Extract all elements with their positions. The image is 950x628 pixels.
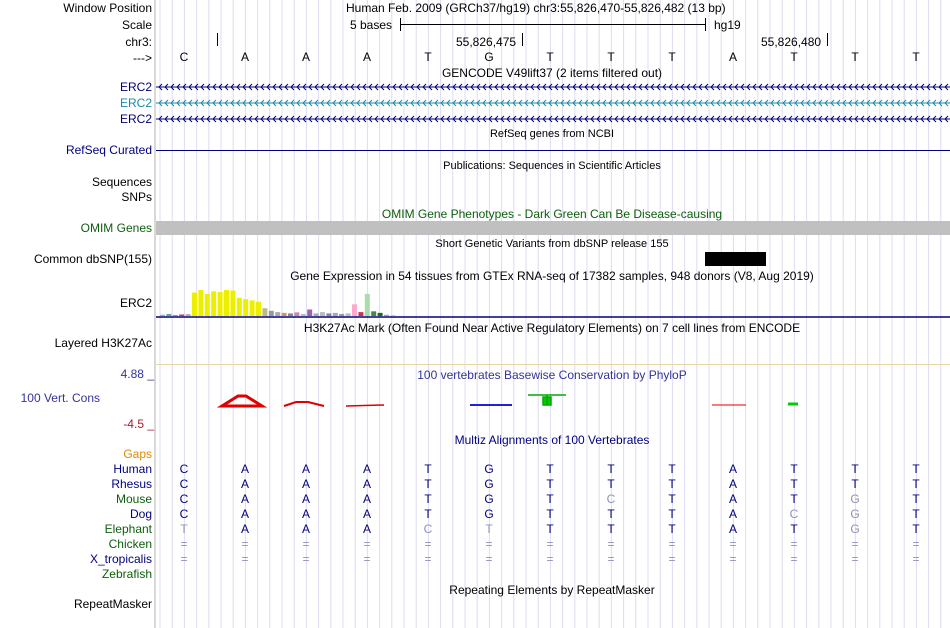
aligned-base: T (912, 477, 920, 491)
aligned-base: T (607, 507, 615, 521)
gtex-tissue-bar (384, 315, 389, 316)
gtex-tissue-bar (166, 314, 171, 316)
h3k27ac-label[interactable]: Layered H3K27Ac (54, 336, 152, 350)
aligned-base: A (301, 507, 310, 521)
coord-b: 55,826,480 (761, 35, 822, 49)
aligned-base: A (362, 462, 371, 476)
aligned-base: T (668, 477, 676, 491)
phylop-max: 4.88 _ (120, 367, 154, 381)
phylop-label[interactable]: 100 Vert. Cons (20, 391, 100, 405)
phylop-marker (528, 395, 566, 405)
gtex-tissue-bar (294, 312, 299, 316)
aligned-base: = (729, 537, 737, 551)
aligned-base: T (424, 462, 432, 476)
aligned-base: A (301, 522, 310, 536)
aligned-base: A (362, 477, 371, 491)
scale-bases: 5 bases (350, 18, 393, 32)
chrom-tick-start (217, 33, 218, 46)
sequence-base: T (790, 50, 798, 64)
aligned-base: T (546, 492, 554, 506)
species-label-human[interactable]: Human (113, 462, 152, 476)
dbsnp-title[interactable]: Short Genetic Variants from dbSNP release 155 (435, 238, 669, 250)
gtex-tissue-bar (365, 294, 370, 316)
aligned-base: C (179, 477, 189, 491)
sequence-base: T (851, 50, 859, 64)
aligned-base: A (362, 522, 371, 536)
gtex-tissue-bar (288, 313, 293, 316)
gtex-tissue-bar (173, 315, 178, 316)
aligned-base: A (301, 492, 310, 506)
gtex-tissue-bar (186, 314, 191, 316)
aligned-base: G (850, 522, 860, 536)
sequence-base: T (912, 50, 920, 64)
refseq-label[interactable]: RefSeq Curated (65, 143, 152, 157)
aligned-base: A (728, 477, 737, 491)
aligned-base: G (484, 492, 494, 506)
aligned-base: C (179, 462, 189, 476)
aligned-base: = (302, 552, 310, 566)
aligned-base: = (912, 537, 920, 551)
gtex-bar-chart[interactable] (156, 284, 950, 318)
aligned-base: A (728, 492, 737, 506)
aligned-base: = (180, 552, 188, 566)
repeatmasker-label[interactable]: RepeatMasker (73, 597, 152, 611)
h3k27ac-baseline (156, 364, 950, 365)
gtex-tissue-bar (339, 314, 344, 316)
aligned-base: C (789, 507, 799, 521)
gtex-tissue-bar (275, 312, 280, 316)
gtex-tissue-bar (320, 312, 325, 316)
omim-title[interactable]: OMIM Gene Phenotypes - Dark Green Can Be Disease-causing (381, 207, 723, 221)
multiz-title[interactable]: Multiz Alignments of 100 Vertebrates (454, 433, 650, 447)
refseq-gene-line[interactable] (156, 150, 950, 151)
aligned-base: T (546, 522, 554, 536)
h3k27ac-title[interactable]: H3K27Ac Mark (Often Found Near Active Regulatory Elements) on 7 cell lines from ENCODE (303, 321, 801, 335)
aligned-base: A (728, 522, 737, 536)
species-label-rhesus[interactable]: Rhesus (111, 477, 152, 491)
gtex-tissue-bar (218, 292, 223, 316)
gtex-tissue-bar (333, 313, 338, 316)
aligned-base: A (362, 492, 371, 506)
gtex-title[interactable]: Gene Expression in 54 tissues from GTEx RNA-seq of 17382 samples, 948 donors (V8, Aug 2019) (290, 269, 814, 283)
sequence-base: A (240, 50, 249, 64)
aligned-base: = (424, 552, 432, 566)
gencode-item-2[interactable]: ERC2 (119, 96, 152, 110)
gtex-tissue-bar (250, 300, 255, 316)
dbsnp-variant[interactable] (705, 252, 766, 266)
aligned-base: T (790, 522, 798, 536)
aligned-base: G (484, 477, 494, 491)
aligned-base: = (485, 552, 493, 566)
publications-title[interactable]: Publications: Sequences in Scientific Articles (443, 160, 661, 172)
aligned-base: C (606, 492, 616, 506)
species-label-x_tropicalis[interactable]: X_tropicalis (89, 552, 152, 566)
phylop-peak-1 (222, 396, 262, 406)
chrom-tick-a (522, 33, 523, 46)
aligned-base: A (728, 507, 737, 521)
refseq-title[interactable]: RefSeq genes from NCBI (489, 128, 615, 140)
sequences-label[interactable]: Sequences (91, 175, 152, 189)
gtex-tissue-bar (192, 293, 197, 316)
strand-label: ---> (133, 51, 152, 65)
omim-label[interactable]: OMIM Genes (80, 221, 152, 235)
gtex-tissue-bar (301, 314, 306, 316)
aligned-base: T (546, 477, 554, 491)
aligned-base: C (423, 522, 433, 536)
aligned-base: = (241, 537, 249, 551)
aligned-base: T (607, 462, 615, 476)
aligned-base: T (607, 477, 615, 491)
aligned-base: T (424, 477, 432, 491)
aligned-base: = (790, 537, 798, 551)
aligned-base: T (668, 492, 676, 506)
gtex-label[interactable]: ERC2 (119, 296, 152, 310)
chrom-label: chr3: (125, 35, 152, 49)
aligned-base: T (668, 462, 676, 476)
sequence-base: A (728, 50, 737, 64)
gtex-tissue-bar (346, 313, 351, 316)
aligned-base: T (485, 522, 493, 536)
gtex-tissue-bar (224, 290, 229, 316)
phylop-title[interactable]: 100 vertebrates Basewise Conservation by PhyloP (417, 368, 687, 382)
aligned-base: G (850, 507, 860, 521)
gtex-tissue-bar (179, 314, 184, 316)
gtex-tissue-bar (205, 294, 210, 316)
aligned-base: A (240, 507, 249, 521)
aligned-base: T (790, 477, 798, 491)
gtex-tissue-bar (269, 311, 274, 316)
aligned-base: T (546, 507, 554, 521)
gtex-tissue-bar (378, 313, 383, 316)
aligned-base: T (912, 492, 920, 506)
chrom-tick-b (827, 33, 828, 46)
phylop-plot[interactable] (156, 384, 950, 424)
aligned-base: = (668, 537, 676, 551)
aligned-base: T (790, 462, 798, 476)
species-label-dog[interactable]: Dog (129, 507, 152, 521)
aligned-base: T (180, 522, 188, 536)
aligned-base: G (484, 462, 494, 476)
sequence-base: T (668, 50, 676, 64)
gencode-item-3[interactable]: ERC2 (119, 112, 152, 126)
omim-bar[interactable] (156, 221, 950, 235)
gtex-tissue-bar (237, 298, 242, 316)
aligned-base: = (851, 552, 859, 566)
phylop-peak-2 (284, 402, 324, 406)
aligned-base: = (729, 552, 737, 566)
aligned-base: C (179, 507, 189, 521)
gtex-tissue-bar (198, 290, 203, 316)
phylop-peak-3 (346, 405, 384, 406)
aligned-base: T (912, 462, 920, 476)
repeatmasker-title[interactable]: Repeating Elements by RepeatMasker (449, 583, 655, 597)
gtex-tissue-bar (282, 313, 287, 316)
gtex-tissue-bar (262, 308, 267, 316)
aligned-base: G (850, 492, 860, 506)
gtex-tissue-bar (352, 304, 357, 316)
sequence-base: G (484, 50, 494, 64)
aligned-base: T (912, 507, 920, 521)
gtex-tissue-bar (390, 315, 395, 316)
gencode-item-1[interactable]: ERC2 (119, 80, 152, 94)
window-position-value: Human Feb. 2009 (GRCh37/hg19) chr3:55,826,470-55,826,482 (13 bp) (346, 1, 726, 15)
sequence-base: T (607, 50, 615, 64)
gtex-tissue-bar (326, 313, 331, 316)
aligned-base: T (851, 462, 859, 476)
gtex-tissue-bar (160, 315, 165, 316)
gtex-tissue-bar (230, 291, 235, 316)
phylop-min: -4.5 _ (123, 417, 154, 431)
scale-label: Scale (121, 18, 152, 32)
species-label-elephant[interactable]: Elephant (104, 522, 152, 536)
gencode-gene-lines[interactable] (156, 80, 950, 126)
gtex-tissue-bar (358, 312, 363, 316)
aligned-base: = (851, 537, 859, 551)
aligned-base: T (790, 492, 798, 506)
species-label-mouse[interactable]: Mouse (115, 492, 152, 506)
aligned-base: C (179, 492, 189, 506)
aligned-base: T (912, 522, 920, 536)
gtex-tissue-bar (211, 291, 216, 316)
gtex-tissue-bar (314, 313, 319, 316)
gtex-tissue-bar (243, 299, 248, 316)
aligned-base: A (362, 507, 371, 521)
gtex-tissue-bar (371, 311, 376, 316)
gaps-label[interactable]: Gaps (123, 447, 152, 461)
aligned-base: A (240, 522, 249, 536)
aligned-base: A (240, 477, 249, 491)
aligned-base: = (546, 537, 554, 551)
scale-bar (400, 18, 706, 31)
species-label-chicken[interactable]: Chicken (108, 537, 152, 551)
aligned-base: = (241, 552, 249, 566)
aligned-base: = (607, 537, 615, 551)
gtex-tissue-bar (256, 302, 261, 316)
aligned-base: A (301, 477, 310, 491)
gencode-title[interactable]: GENCODE V49lift37 (2 items filtered out) (441, 66, 663, 80)
aligned-base: = (180, 537, 188, 551)
aligned-base: A (240, 462, 249, 476)
aligned-base: = (424, 537, 432, 551)
dbsnp-label[interactable]: Common dbSNP(155) (33, 252, 152, 266)
aligned-base: T (668, 507, 676, 521)
snps-label[interactable]: SNPs (121, 190, 152, 204)
aligned-base: = (546, 552, 554, 566)
aligned-base: A (240, 492, 249, 506)
sequence-base: A (362, 50, 371, 64)
aligned-base: T (851, 477, 859, 491)
sequence-base: A (301, 50, 310, 64)
aligned-base: A (728, 462, 737, 476)
aligned-base: G (484, 507, 494, 521)
aligned-base: = (485, 537, 493, 551)
aligned-base: = (363, 537, 371, 551)
aligned-base: T (424, 492, 432, 506)
window-position-label: Window Position (63, 1, 152, 15)
sequence-base: T (546, 50, 554, 64)
sequence-base: C (179, 50, 189, 64)
aligned-base: T (424, 507, 432, 521)
aligned-base: = (302, 537, 310, 551)
aligned-base: A (301, 462, 310, 476)
coord-a: 55,826,475 (456, 35, 517, 49)
aligned-base: = (790, 552, 798, 566)
aligned-base: T (607, 522, 615, 536)
aligned-base: = (912, 552, 920, 566)
species-label-zebrafish[interactable]: Zebrafish (101, 567, 152, 581)
aligned-base: T (546, 462, 554, 476)
scale-assembly: hg19 (714, 18, 741, 32)
aligned-base: = (363, 552, 371, 566)
gtex-tissue-bar (307, 310, 312, 317)
aligned-base: = (668, 552, 676, 566)
sequence-base: T (424, 50, 432, 64)
aligned-base: = (607, 552, 615, 566)
aligned-base: T (668, 522, 676, 536)
